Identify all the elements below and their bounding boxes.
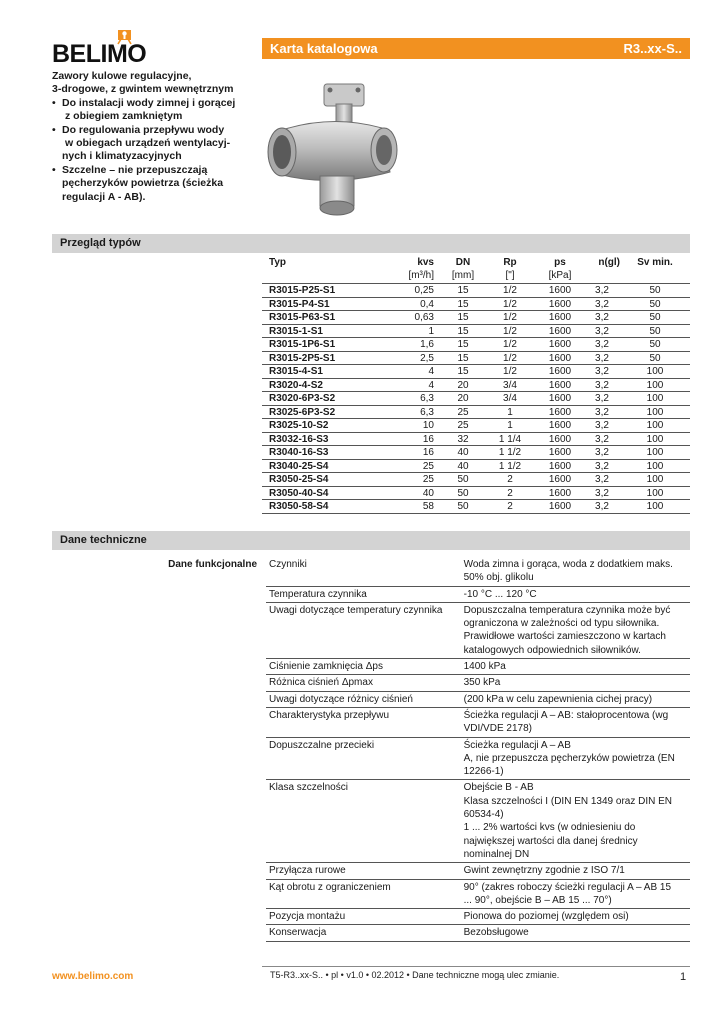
feature-text: • Do instalacji wody zimnej i gorącej bbox=[62, 96, 236, 109]
cell-typ: R3015-P63-S1 bbox=[269, 312, 336, 323]
cell-ps: 1600 bbox=[548, 339, 572, 350]
tech-label: Pozycja montażu bbox=[269, 911, 346, 923]
tech-value-line: ... 90°, obejście B – AB 15 ... 70°) bbox=[463, 894, 612, 906]
cell-ngl: 3,2 bbox=[595, 339, 609, 350]
table-row bbox=[262, 392, 690, 406]
cell-sv: 50 bbox=[649, 325, 661, 337]
table-row bbox=[262, 433, 690, 447]
cell-dn: 32 bbox=[457, 433, 469, 445]
types-table-units bbox=[262, 269, 690, 284]
cell-typ: R3015-P4-S1 bbox=[269, 298, 330, 310]
cell-rp: 1/2 bbox=[503, 285, 517, 296]
tech-value-line: A, nie przepuszcza pęcherzyków powietrza (EN bbox=[463, 752, 675, 764]
cell-ngl: 3,2 bbox=[595, 379, 609, 391]
tech-row bbox=[266, 738, 690, 781]
cell-sv: 100 bbox=[646, 501, 664, 512]
tech-value-line: Ścieżka regulacji A – AB bbox=[463, 739, 571, 751]
cell-dn: 50 bbox=[457, 474, 469, 485]
cell-ps: 1600 bbox=[548, 298, 572, 310]
cell-ngl: 3,2 bbox=[595, 366, 609, 377]
cell-sv: 100 bbox=[646, 447, 664, 458]
table-row bbox=[262, 419, 690, 433]
cell-kvs: 6,3 bbox=[420, 393, 434, 404]
tech-row bbox=[266, 603, 690, 659]
cell-sv: 100 bbox=[646, 460, 664, 472]
tech-row bbox=[266, 780, 690, 863]
cell-dn: 40 bbox=[457, 447, 469, 458]
tech-value-line: katalogowych odpowiednich siłowników. bbox=[463, 644, 641, 656]
cell-rp: 2 bbox=[507, 474, 513, 485]
tech-value-line: 12266-1) bbox=[463, 766, 504, 778]
tech-row bbox=[266, 708, 690, 738]
cell-rp: 3/4 bbox=[503, 379, 517, 391]
cell-rp: 1 bbox=[507, 406, 513, 418]
cell-typ: R3020-4-S2 bbox=[269, 379, 323, 391]
tech-label: Czynniki bbox=[269, 559, 307, 570]
cell-ps: 1600 bbox=[548, 312, 572, 323]
tech-row bbox=[266, 692, 690, 708]
cell-dn: 25 bbox=[457, 420, 469, 431]
cell-kvs: 4 bbox=[428, 379, 434, 391]
cell-kvs: 2,5 bbox=[420, 352, 434, 364]
table-row bbox=[262, 406, 690, 420]
cell-kvs: 6,3 bbox=[420, 406, 434, 418]
cell-ps: 1600 bbox=[548, 420, 572, 431]
tech-value bbox=[464, 926, 690, 939]
cell-dn: 15 bbox=[457, 285, 469, 296]
cell-ps: 1600 bbox=[548, 406, 572, 418]
table-row bbox=[262, 500, 690, 514]
cell-sv: 100 bbox=[646, 474, 664, 485]
tech-label: Klasa szczelności bbox=[269, 782, 348, 794]
tech-label: Ciśnienie zamknięcia Δps bbox=[269, 661, 383, 673]
cell-rp: 1 1/4 bbox=[498, 433, 522, 445]
table-row bbox=[262, 487, 690, 501]
cell-ps: 1600 bbox=[548, 447, 572, 458]
tech-row bbox=[266, 925, 690, 941]
cell-sv: 100 bbox=[646, 379, 664, 391]
tech-value bbox=[464, 693, 690, 706]
cell-rp: 1/2 bbox=[503, 325, 517, 337]
cell-sv: 50 bbox=[649, 339, 661, 350]
cell-typ: R3040-16-S3 bbox=[269, 447, 329, 458]
feature-list bbox=[52, 97, 257, 204]
table-row bbox=[262, 446, 690, 460]
tech-label: Kąt obrotu z ograniczeniem bbox=[269, 881, 391, 893]
tech-row bbox=[266, 587, 690, 603]
cell-ngl: 3,2 bbox=[595, 474, 609, 485]
cell-dn: 50 bbox=[457, 501, 469, 512]
cell-typ: R3040-25-S4 bbox=[269, 460, 329, 472]
cell-sv: 50 bbox=[649, 312, 661, 323]
cell-ngl: 3,2 bbox=[595, 460, 609, 472]
cell-typ: R3015-2P5-S1 bbox=[269, 352, 336, 364]
types-table bbox=[262, 256, 690, 514]
cell-rp: 1 1/2 bbox=[498, 460, 522, 472]
table-row bbox=[262, 365, 690, 379]
tech-value bbox=[464, 881, 690, 908]
cell-typ: R3025-6P3-S2 bbox=[269, 406, 336, 418]
cell-dn: 15 bbox=[457, 312, 469, 323]
cell-rp: 2 bbox=[507, 487, 513, 499]
feature-text: • Szczelne – nie przepuszczają bbox=[62, 163, 208, 176]
cell-kvs: 10 bbox=[422, 420, 434, 431]
cell-dn: 15 bbox=[457, 339, 469, 350]
table-row bbox=[262, 338, 690, 352]
datasheet-header bbox=[262, 38, 690, 59]
cell-sv: 100 bbox=[646, 406, 664, 418]
feature-text: z obiegiem zamkniętym bbox=[65, 110, 183, 123]
tech-label: Przyłącza rurowe bbox=[269, 865, 346, 877]
col-header-sv: Sv min. bbox=[637, 257, 673, 268]
tech-value-line: ograniczona w zależności od typu siłownika. bbox=[463, 618, 660, 630]
table-row bbox=[262, 460, 690, 474]
cell-kvs: 16 bbox=[422, 447, 434, 458]
tech-label: Różnica ciśnień Δpmax bbox=[269, 677, 373, 689]
valve-product-image bbox=[262, 80, 402, 218]
cell-ps: 1600 bbox=[548, 487, 572, 499]
cell-ngl: 3,2 bbox=[595, 298, 609, 310]
cell-ngl: 3,2 bbox=[595, 487, 609, 499]
cell-ps: 1600 bbox=[548, 379, 572, 391]
cell-dn: 15 bbox=[457, 298, 469, 310]
cell-typ: R3050-58-S4 bbox=[269, 501, 329, 512]
feature-item bbox=[52, 124, 257, 164]
feature-text: • Do regulowania przepływu wody bbox=[62, 123, 225, 136]
cell-ps: 1600 bbox=[548, 474, 572, 485]
tech-value-line: Prawidłowe wartości zamieszczono w kartach bbox=[463, 631, 666, 643]
tech-value-line: Woda zimna i gorąca, woda z dodatkiem maks. bbox=[463, 559, 673, 570]
cell-ps: 1600 bbox=[548, 501, 572, 512]
tech-value-line: 1400 kPa bbox=[463, 661, 506, 673]
tech-group-label: Dane funkcjonalne bbox=[168, 559, 257, 570]
cell-rp: 1/2 bbox=[503, 312, 517, 323]
tech-value-line: VDI/VDE 2178) bbox=[463, 723, 532, 735]
tech-value-line: Bezobsługowe bbox=[463, 927, 529, 939]
tech-value-line: Ścieżka regulacji A – AB: stałoprocentowa (wg bbox=[463, 709, 669, 721]
tech-label: Uwagi dotyczące różnicy ciśnień bbox=[269, 693, 413, 705]
cell-rp: 1 bbox=[507, 420, 513, 431]
cell-ngl: 3,2 bbox=[595, 393, 609, 404]
unit-kvs: [m³/h] bbox=[408, 270, 434, 281]
cell-typ: R3015-1P6-S1 bbox=[269, 339, 336, 350]
tech-value-line: 350 kPa bbox=[463, 677, 501, 689]
cell-ngl: 3,2 bbox=[595, 312, 609, 323]
feature-item bbox=[52, 164, 257, 204]
table-row bbox=[262, 352, 690, 366]
tech-label: Temperatura czynnika bbox=[269, 588, 367, 600]
cell-typ: R3050-25-S4 bbox=[269, 474, 329, 485]
tech-value-line: nominalnej DN bbox=[463, 848, 530, 860]
cell-rp: 1 1/2 bbox=[498, 447, 522, 458]
cell-ps: 1600 bbox=[548, 325, 572, 337]
cell-rp: 2 bbox=[507, 501, 513, 512]
cell-kvs: 16 bbox=[422, 433, 434, 445]
cell-dn: 40 bbox=[457, 460, 469, 472]
cell-ngl: 3,2 bbox=[595, 406, 609, 418]
logo-wordmark: BELIMO bbox=[52, 40, 147, 68]
tech-label: Konserwacja bbox=[269, 927, 327, 939]
feature-text: w obiegach urządzeń wentylacyj- bbox=[65, 137, 231, 150]
cell-sv: 100 bbox=[646, 420, 664, 431]
tech-value bbox=[464, 864, 690, 877]
tech-value-line: Klasa szczelności I (DIN EN 1349 oraz DIN EN bbox=[463, 795, 673, 807]
cell-typ: R3015-P25-S1 bbox=[269, 285, 336, 296]
cell-typ: R3015-4-S1 bbox=[269, 366, 323, 377]
cell-kvs: 1 bbox=[428, 325, 434, 337]
tech-value-line: 1 ... 2% wartości kvs (w odniesieniu do bbox=[463, 822, 636, 834]
product-intro bbox=[52, 70, 257, 204]
cell-typ: R3050-40-S4 bbox=[269, 487, 329, 499]
tech-row bbox=[266, 557, 690, 587]
cell-ngl: 3,2 bbox=[595, 501, 609, 512]
cell-kvs: 25 bbox=[422, 460, 434, 472]
cell-rp: 1/2 bbox=[503, 339, 517, 350]
table-row bbox=[262, 284, 690, 298]
cell-rp: 1/2 bbox=[503, 352, 517, 364]
tech-row bbox=[266, 863, 690, 879]
tech-row bbox=[266, 659, 690, 675]
tech-value bbox=[464, 676, 690, 689]
tech-row bbox=[266, 675, 690, 691]
tech-value-line: 60534-4) bbox=[463, 809, 504, 821]
cell-ngl: 3,2 bbox=[595, 285, 609, 296]
tech-value-line: Dopuszczalna temperatura czynnika może być bbox=[463, 604, 671, 616]
tech-value bbox=[464, 604, 690, 657]
cell-ngl: 3,2 bbox=[595, 420, 609, 431]
page-number: 1 bbox=[680, 971, 687, 983]
cell-sv: 100 bbox=[646, 366, 664, 377]
cell-dn: 15 bbox=[457, 325, 469, 337]
cell-kvs: 25 bbox=[422, 474, 434, 485]
cell-typ: R3025-10-S2 bbox=[269, 420, 329, 431]
cell-sv: 100 bbox=[646, 393, 664, 404]
tech-value-line: Gwint zewnętrzny zgodnie z ISO 7/1 bbox=[463, 865, 625, 877]
tech-value bbox=[464, 588, 690, 601]
types-table-header bbox=[262, 256, 690, 269]
feature-text: regulacji A - AB). bbox=[62, 190, 146, 203]
cell-dn: 25 bbox=[457, 406, 469, 418]
cell-kvs: 0,25 bbox=[414, 285, 434, 296]
header-title: Karta katalogowa bbox=[270, 41, 378, 56]
tech-value bbox=[464, 910, 690, 923]
table-row bbox=[262, 311, 690, 325]
tech-row bbox=[266, 880, 690, 910]
cell-sv: 100 bbox=[646, 487, 664, 499]
ball-valve-icon bbox=[262, 80, 402, 218]
intro-line: Zawory kulowe regulacyjne, bbox=[52, 70, 192, 82]
cell-ps: 1600 bbox=[548, 285, 572, 296]
col-header-kvs: kvs bbox=[417, 257, 434, 268]
table-row bbox=[262, 298, 690, 312]
feature-item bbox=[52, 97, 257, 124]
tech-value bbox=[464, 709, 690, 736]
belimo-logo bbox=[52, 30, 148, 70]
cell-ngl: 3,2 bbox=[595, 352, 609, 364]
tech-value-line: Obejście B - AB bbox=[463, 782, 534, 794]
table-row bbox=[262, 473, 690, 487]
col-header-ps: ps bbox=[554, 257, 566, 268]
tech-value bbox=[464, 739, 690, 779]
cell-dn: 20 bbox=[457, 379, 469, 391]
cell-typ: R3032-16-S3 bbox=[269, 433, 329, 445]
header-code: R3..xx-S.. bbox=[623, 41, 682, 56]
cell-rp: 3/4 bbox=[503, 393, 517, 404]
col-header-ngl: n(gl) bbox=[598, 257, 620, 268]
table-row bbox=[262, 379, 690, 393]
cell-ps: 1600 bbox=[548, 352, 572, 364]
cell-dn: 50 bbox=[457, 487, 469, 499]
intro-line: 3-drogowe, z gwintem wewnętrznym bbox=[52, 83, 234, 96]
col-header-rp: Rp bbox=[503, 257, 517, 268]
cell-ps: 1600 bbox=[548, 393, 572, 404]
tech-value-line: Pionowa do poziomej (względem osi) bbox=[463, 911, 629, 923]
section-title: Dane techniczne bbox=[60, 534, 147, 546]
tech-label: Dopuszczalne przecieki bbox=[269, 739, 375, 751]
technical-data-table bbox=[266, 557, 690, 942]
tech-value-line: największej wartości dla danej średnicy bbox=[463, 835, 638, 847]
cell-ps: 1600 bbox=[548, 460, 572, 472]
cell-kvs: 40 bbox=[422, 487, 434, 499]
col-header-dn: DN bbox=[455, 257, 471, 268]
cell-dn: 15 bbox=[457, 352, 469, 364]
footer-doc-info: T5-R3..xx-S.. • pl • v1.0 • 02.2012 • Dane techniczne mogą ulec zmianie. bbox=[270, 970, 560, 980]
footer-website-link[interactable]: www.belimo.com bbox=[52, 971, 134, 982]
cell-sv: 50 bbox=[649, 352, 661, 364]
section-bar-overview bbox=[52, 234, 690, 253]
tech-value-line: (200 kPa w celu zapewnienia cichej pracy) bbox=[463, 693, 653, 705]
cell-typ: R3015-1-S1 bbox=[269, 325, 323, 337]
cell-kvs: 58 bbox=[422, 501, 434, 512]
cell-kvs: 0,4 bbox=[420, 298, 434, 310]
cell-sv: 100 bbox=[646, 433, 664, 445]
cell-ngl: 3,2 bbox=[595, 325, 609, 337]
cell-ps: 1600 bbox=[548, 366, 572, 377]
unit-rp: ["] bbox=[505, 270, 515, 281]
footer-divider bbox=[262, 966, 690, 967]
cell-rp: 1/2 bbox=[503, 366, 517, 377]
tech-value bbox=[464, 781, 690, 861]
cell-sv: 50 bbox=[649, 298, 661, 310]
cell-ps: 1600 bbox=[548, 433, 572, 445]
tech-value-line: 90° (zakres roboczy ścieżki regulacji A – AB 15 bbox=[463, 881, 672, 893]
cell-kvs: 0,63 bbox=[414, 312, 434, 323]
tech-value-line: 50% obj. glikolu bbox=[463, 572, 534, 584]
feature-text: pęcherzyków powietrza (ścieżka bbox=[62, 177, 224, 190]
section-title: Przegląd typów bbox=[60, 237, 141, 249]
unit-dn: [mm] bbox=[451, 270, 475, 281]
types-table-body bbox=[262, 284, 690, 514]
cell-kvs: 1,6 bbox=[420, 339, 434, 350]
table-row bbox=[262, 325, 690, 339]
cell-ngl: 3,2 bbox=[595, 433, 609, 445]
feature-text: nych i klimatyzacyjnych bbox=[62, 150, 182, 163]
tech-value bbox=[464, 558, 690, 585]
tech-row bbox=[266, 909, 690, 925]
tech-value-line: -10 °C ... 120 °C bbox=[463, 588, 537, 600]
tech-label: Uwagi dotyczące temperatury czynnika bbox=[269, 604, 443, 616]
cell-dn: 20 bbox=[457, 393, 469, 404]
cell-dn: 15 bbox=[457, 366, 469, 377]
cell-rp: 1/2 bbox=[503, 298, 517, 310]
tech-label: Charakterystyka przepływu bbox=[269, 709, 390, 721]
cell-ngl: 3,2 bbox=[595, 447, 609, 458]
cell-typ: R3020-6P3-S2 bbox=[269, 393, 336, 404]
cell-sv: 50 bbox=[649, 285, 661, 296]
unit-ps: [kPa] bbox=[548, 270, 572, 281]
tech-value bbox=[464, 660, 690, 673]
cell-kvs: 4 bbox=[428, 366, 434, 377]
col-header-typ: Typ bbox=[269, 257, 287, 268]
section-bar-technical bbox=[52, 531, 690, 550]
